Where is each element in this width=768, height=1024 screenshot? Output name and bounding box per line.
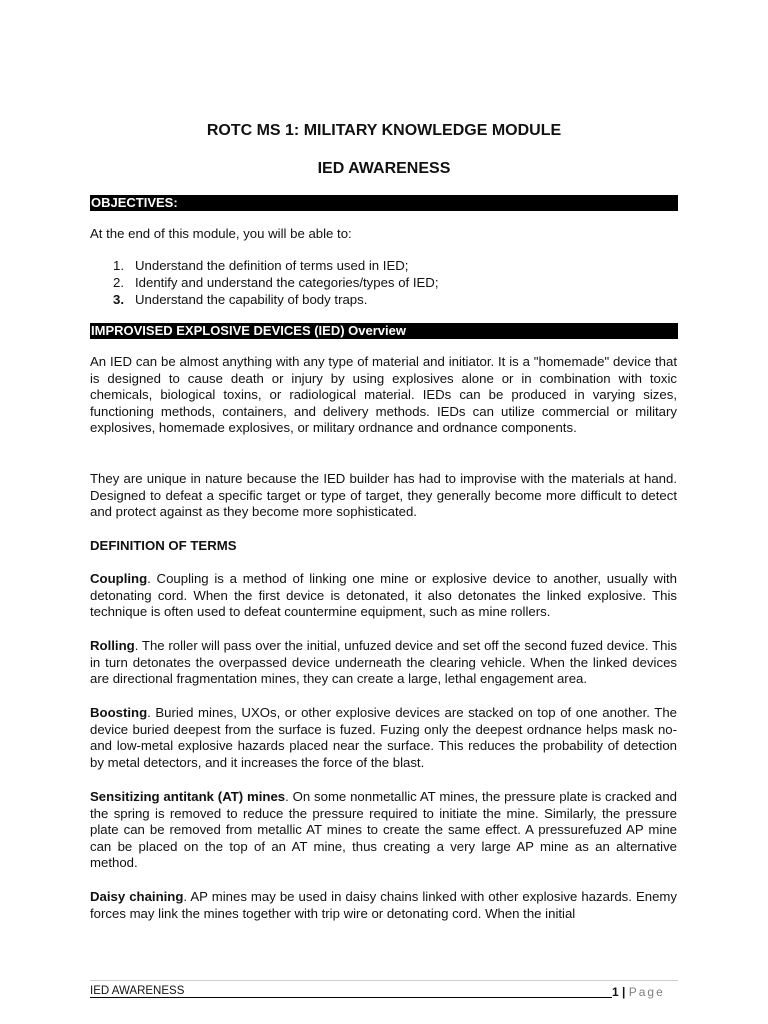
objectives-list: [90, 258, 677, 308]
overview-paragraph-2: They are unique in nature because the IED builder has had to improvise with the materials at hand. Designed to defeat a specific target or type of target, they generally become more difficult to detect and protect against as they become more sophisticated.: [90, 471, 677, 520]
term-name: Rolling: [90, 638, 135, 653]
term-name: Boosting: [90, 705, 148, 720]
term-rolling: [90, 638, 677, 688]
term-name: Coupling: [90, 571, 148, 586]
term-definition: . The roller will pass over the initial, unfuzed device and set off the second fuzed device. This in turn detonates the overpassed device underneath the clearing vehicle. When the linked devices are directional fragmentation mines, they can create a large, lethal engagement area.: [90, 638, 677, 687]
list-item-text: Understand the definition of terms used in IED;: [135, 258, 409, 273]
module-title: ROTC MS 1: MILITARY KNOWLEDGE MODULE: [206, 122, 562, 139]
page-separator: |: [622, 985, 626, 999]
overview-header: IMPROVISED EXPLOSIVE DEVICES (IED) Overview: [90, 323, 678, 339]
list-item-number: 1.: [113, 258, 124, 273]
footer-divider: [90, 980, 678, 981]
overview-paragraph-1: An IED can be almost anything with any type of material and initiator. It is a "homemade" device that is designed to cause death or injury by using explosives alone or in combination with toxic chemicals, biological toxins, or radiological material. IEDs can be produced in varying sizes, functioning methods, containers, and delivery methods. IEDs can utilize commercial or military explosives, homemade explosives, or military ordnance and ordnance components.: [90, 354, 677, 436]
term-daisy-chaining: [90, 889, 677, 922]
page-indicator: [612, 985, 665, 999]
term-definition: . Coupling is a method of linking one mine or explosive device to another, usually with detonating cord. When the first device is detonated, it also detonates the linked explosive. This technique is often used to defeat countermine equipment, such as mine rollers.: [90, 571, 677, 620]
term-definition: . AP mines may be used in daisy chains linked with other explosive hazards. Enemy forces may link the mines together with trip wire or detonating cord. When the initial: [90, 889, 677, 921]
page-number: 1: [612, 985, 619, 999]
list-item-number: 3.: [113, 291, 124, 307]
term-name: Daisy chaining: [90, 889, 184, 904]
list-item-number: 2.: [113, 274, 124, 290]
term-definition: . On some nonmetallic AT mines, the pressure plate is cracked and the spring is removed to reduce the pressure required to initiate the mine. Similarly, the pressure plate can be removed from metallic AT mines to create the same effect. A pressurefuzed AP mine can be placed on the top of an AT mine, thus creating a very large AP mine as an alternative method.: [90, 789, 677, 871]
page-label: Page: [628, 985, 665, 999]
footer-title: IED AWARENESS: [90, 985, 185, 997]
list-item: [90, 292, 677, 309]
objectives-header: OBJECTIVES:: [90, 195, 678, 211]
term-sensitizing: [90, 789, 677, 872]
list-item: [90, 258, 677, 275]
intro-text: At the end of this module, you will be able to:: [90, 226, 352, 241]
term-coupling: [90, 571, 677, 621]
term-definition: . Buried mines, UXOs, or other explosive devices are stacked on top of one another. The device buried deepest from the surface is fuzed. Fuzing only the deepest ordnance helps mask no- and low-metal explosive hazards placed near the surface. This reduces the probability of detection by metal detectors, and it increases the force of the blast.: [90, 705, 677, 770]
term-boosting: [90, 705, 677, 771]
definitions-header: DEFINITION OF TERMS: [90, 538, 237, 553]
document-title: IED AWARENESS: [317, 160, 451, 177]
term-name: Sensitizing antitank (AT) mines: [90, 789, 286, 804]
list-item-text: Understand the capability of body traps.: [135, 291, 368, 307]
list-item-text: Identify and understand the categories/types of IED;: [135, 274, 439, 290]
footer-underline: [90, 997, 612, 998]
list-item: [90, 275, 677, 292]
